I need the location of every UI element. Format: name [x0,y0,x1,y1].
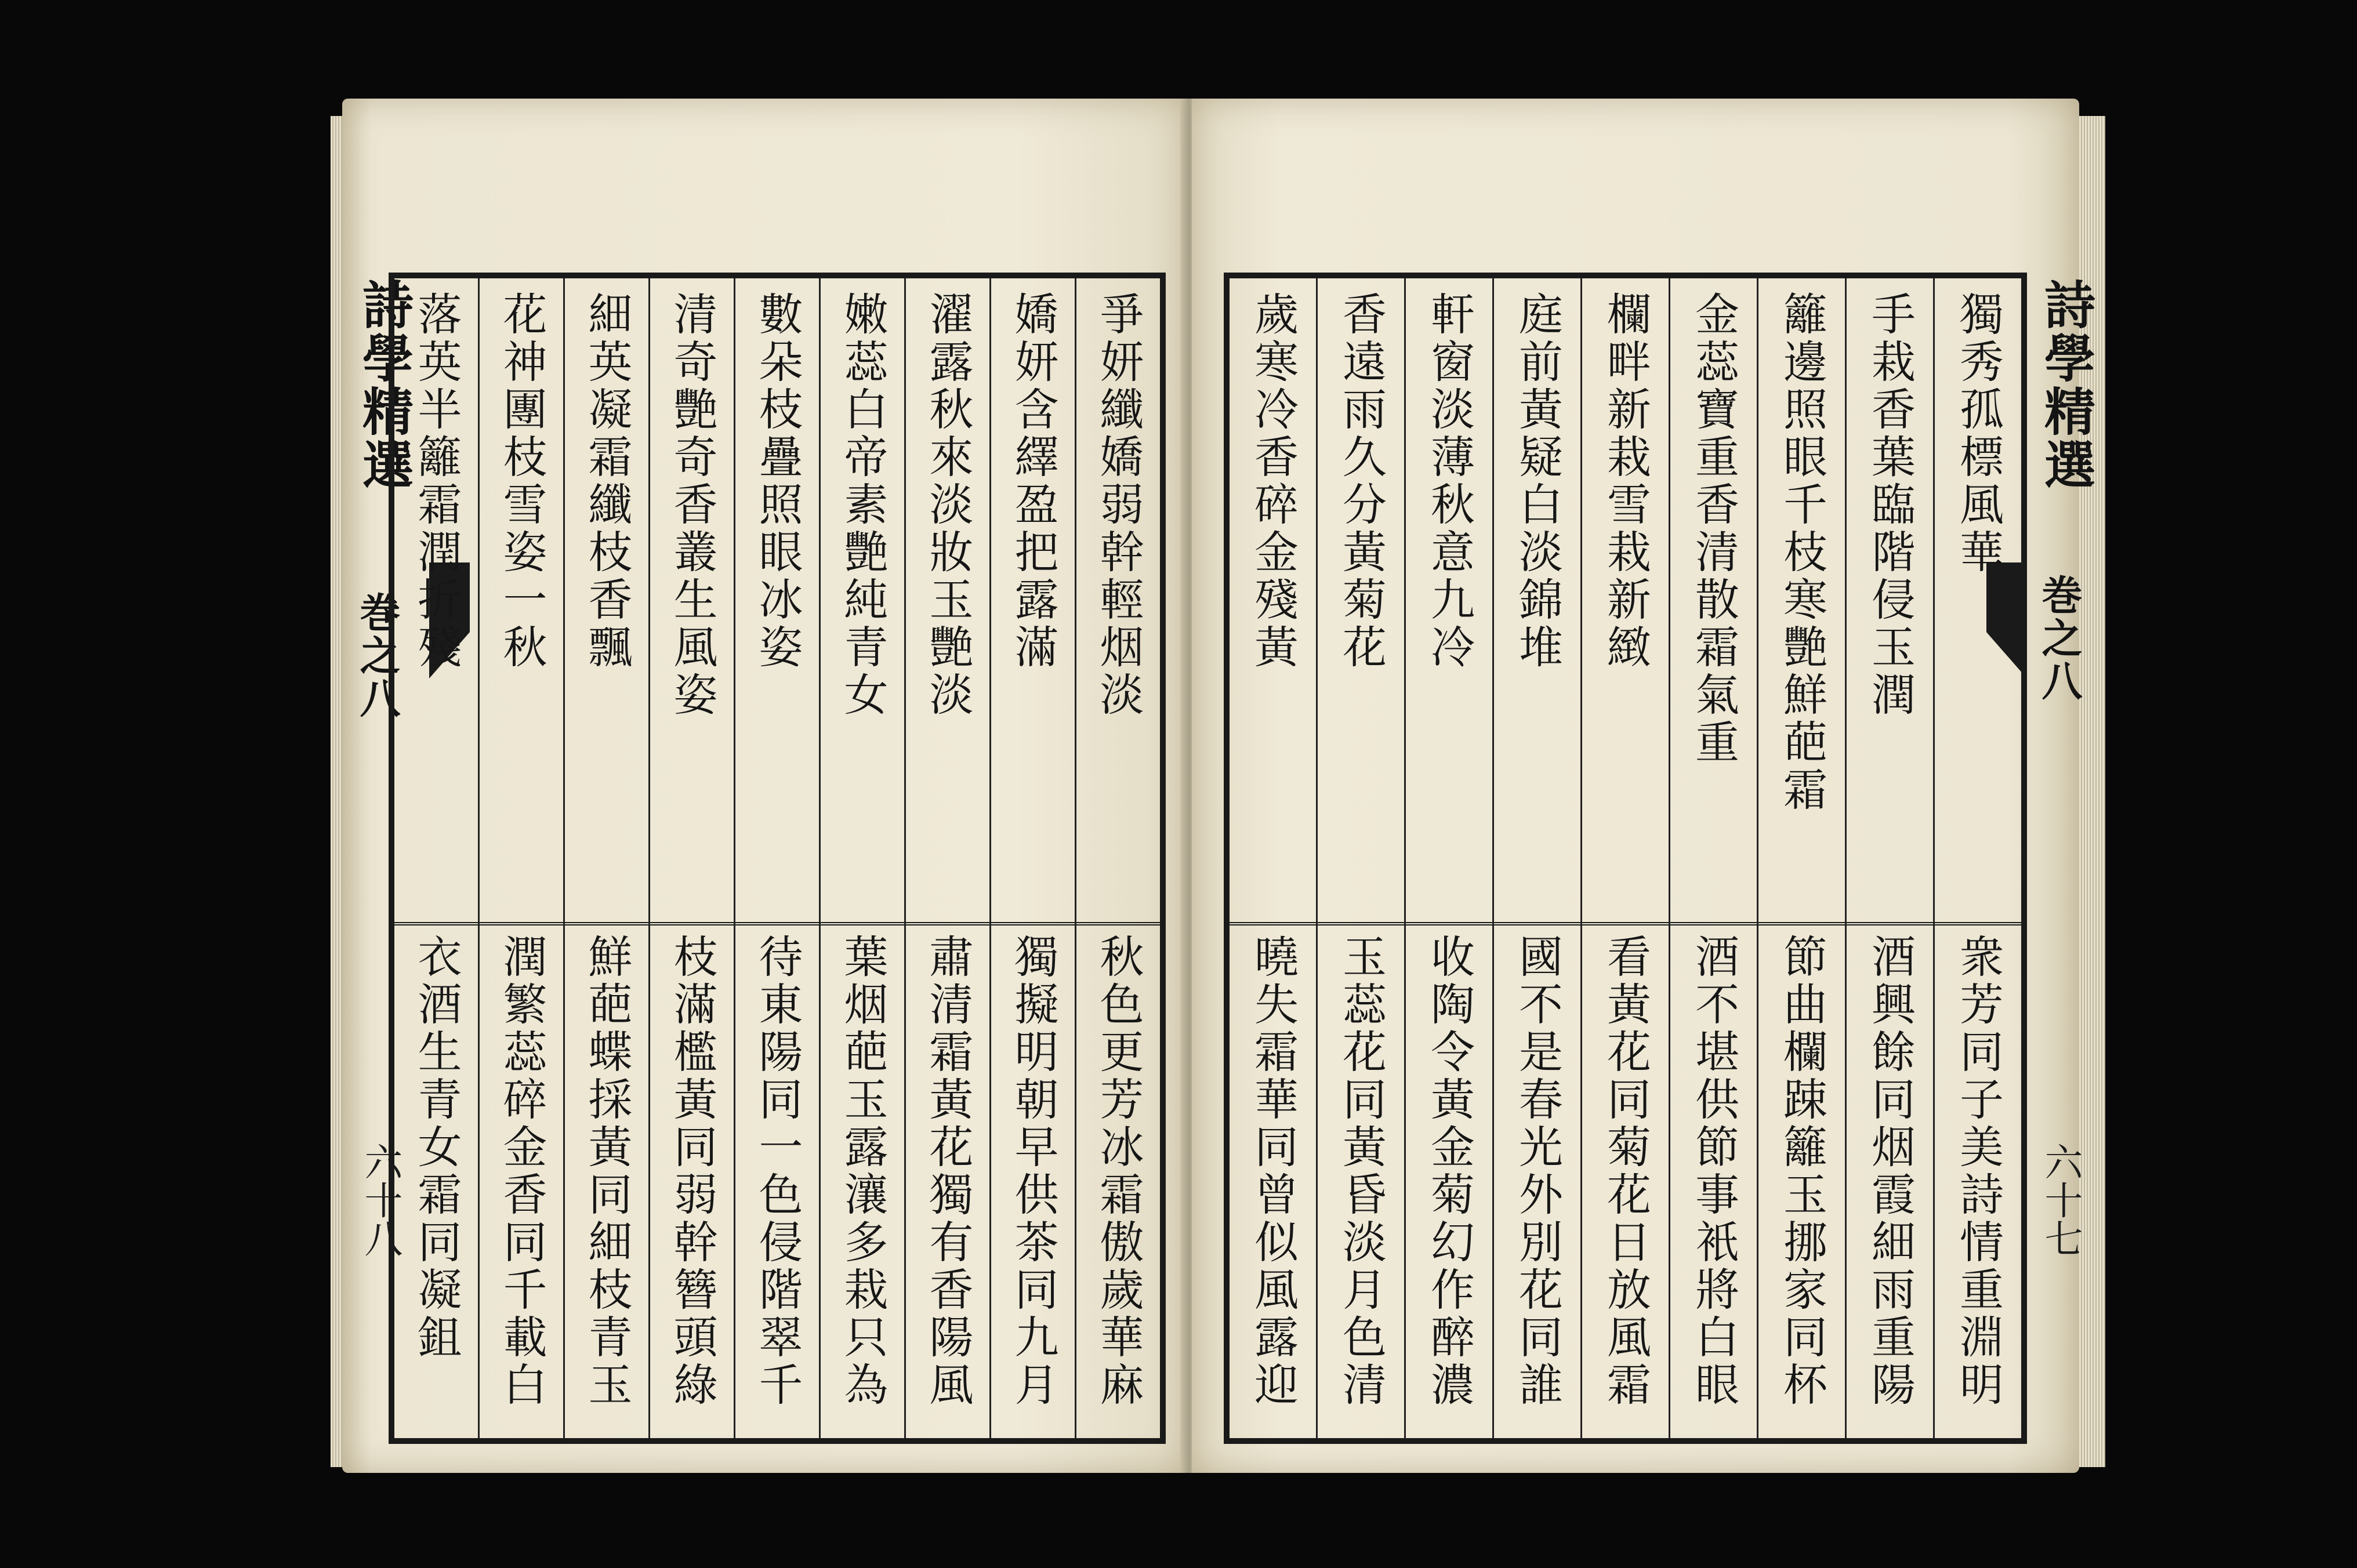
left-folio: 六十八 [358,1142,402,1257]
left-column-3 [904,278,989,1438]
open-book [342,99,2097,1473]
right-column-7 [1404,278,1492,1438]
left-col2-top: 嬌妍含繹盈把露滿 [1007,291,1059,672]
left-col6-top: 清奇艷奇香叢生風姿 [666,291,718,719]
left-column-9 [394,278,478,1438]
left-col3-top: 濯露秋來淡妝玉艷淡 [922,291,974,719]
left-col8-bottom: 潤繁蕊碎金香同千載白 [496,934,547,1409]
right-column-9 [1230,278,1316,1438]
left-col9-bottom: 衣酒生青女霜同凝鉏 [411,934,462,1362]
right-col9-top: 歲寒冷香碎金殘黃 [1247,291,1299,672]
right-column-1 [1933,278,2021,1438]
left-col1-bottom: 秋色更芳冰霜傲歲華麻 [1093,934,1144,1409]
right-column-4 [1669,278,1757,1438]
right-col7-bottom: 收陶令黃金菊幻作醉濃 [1423,934,1475,1409]
left-col2-bottom: 獨擬明朝早供茶同九月 [1007,934,1059,1409]
right-col1-bottom: 衆芳同子美詩情重淵明 [1952,934,2004,1409]
left-col3-bottom: 肅清霜黃花獨有香陽風 [922,934,974,1409]
right-col3-top: 籬邊照眼千枝寒艷鮮葩霜 [1776,291,1828,814]
right-folio: 六十七 [2038,1142,2083,1257]
left-col9-top: 落英半籬霜潤折殘 [411,291,462,672]
right-col5-bottom: 看黃花同菊花日放風霜 [1600,934,1652,1409]
right-column-5 [1580,278,1669,1438]
left-column-8 [478,278,563,1438]
right-col6-bottom: 國不是春光外別花同誰 [1511,934,1564,1409]
left-col5-top: 數朵枝疊照眼冰姿 [752,291,803,672]
left-column-7 [563,278,648,1438]
left-columns [394,278,1160,1438]
left-column-6 [648,278,734,1438]
left-col7-top: 細英凝霜纖枝香飄 [581,291,633,672]
left-text-frame [389,273,1166,1444]
left-column-5 [734,278,819,1438]
left-page [342,99,1186,1473]
right-margin-title: 詩學精選 [2036,278,2097,492]
left-col5-bottom: 待東陽同一色侵階翠千 [752,934,803,1409]
left-col7-bottom: 鮮葩蝶採黃同細枝青玉 [581,934,633,1409]
right-margin-volume: 巻之八 [2035,574,2083,703]
left-column-2 [989,278,1075,1438]
left-col8-top: 花神團枝雪姿一秋 [496,291,547,672]
right-col4-top: 金蕊寶重香清散霜氣重 [1688,291,1740,767]
left-col4-top: 嫩蕊白帝素艷純青女 [837,291,889,719]
left-column-4 [819,278,904,1438]
left-col4-bottom: 葉烟葩玉露瀼多栽只為 [837,934,889,1409]
left-col6-bottom: 枝滿檻黃同弱幹簪頭綠 [666,934,718,1409]
right-col5-top: 欄畔新栽雪栽新緻 [1600,291,1652,672]
right-col6-top: 庭前黃疑白淡錦堆 [1511,291,1564,672]
right-col8-top: 香遠雨久分黃菊花 [1335,291,1387,672]
right-columns [1230,278,2021,1438]
right-col1-top: 獨秀孤標風華 [1952,291,2004,576]
right-col2-top: 手栽香葉臨階侵玉潤 [1864,291,1916,719]
left-col1-top: 爭妍纖嬌弱幹輕烟淡 [1093,291,1144,719]
right-text-frame [1224,273,2027,1444]
left-margin-title: 詩學精選 [354,278,415,492]
right-col7-top: 軒窗淡薄秋意九冷 [1423,291,1475,672]
right-column-8 [1316,278,1404,1438]
right-col4-bottom: 酒不堪供節事衹將白眼 [1688,934,1740,1409]
right-col3-bottom: 節曲欄踈籬玉挪家同杯 [1776,934,1828,1409]
left-column-1 [1075,278,1160,1438]
right-col2-bottom: 酒興餘同烟霞細雨重陽 [1864,934,1916,1409]
right-col8-bottom: 玉蕊花同黃昏淡月色清 [1335,934,1387,1409]
right-column-3 [1757,278,1845,1438]
right-col9-bottom: 曉失霜華同曾似風露迎 [1247,934,1299,1409]
right-column-6 [1492,278,1580,1438]
right-page [1192,99,2097,1473]
left-margin-volume: 巻之八 [353,591,401,720]
right-column-2 [1845,278,1933,1438]
